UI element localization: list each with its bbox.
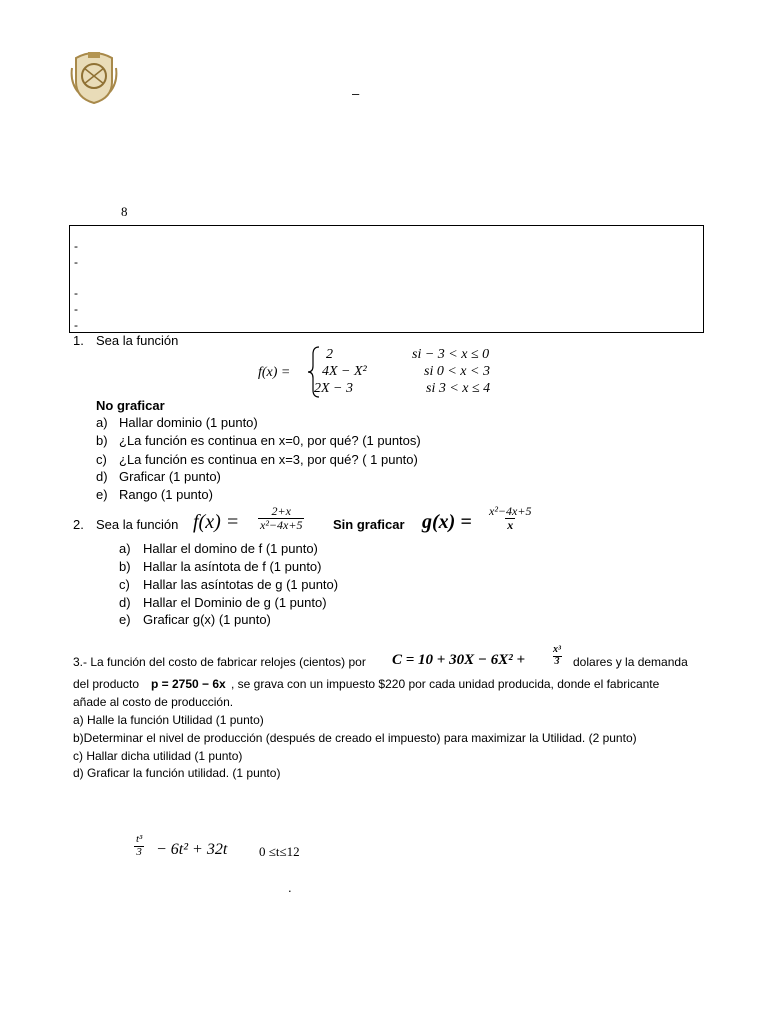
list-item: Hallar la asíntota de f (1 punto) — [143, 559, 322, 574]
list-item: Hallar el domino de f (1 punto) — [143, 541, 318, 556]
q1-note: No graficar — [96, 398, 165, 413]
q3-cost-expr: C = 10 + 30X − 6X² + — [392, 652, 525, 668]
list-item-label: c) — [119, 577, 130, 592]
q2-intro: Sea la función — [96, 517, 179, 532]
list-item: Graficar (1 punto) — [119, 469, 221, 484]
list-item: ¿La función es continua en x=0, por qué? (1 puntos) — [119, 433, 421, 448]
list-item: ¿La función es continua en x=3, por qué? ( 1 punto) — [119, 452, 418, 467]
list-item: Hallar dominio (1 punto) — [119, 415, 258, 430]
q3-frac-num: x³ — [553, 644, 561, 655]
list-item: Hallar las asíntotas de g (1 punto) — [143, 577, 339, 592]
list-item-label: a) — [96, 415, 108, 430]
q2-f-den: x²−4x+5 — [260, 517, 303, 532]
q2-g-fraction — [487, 505, 533, 531]
q3-line3: añade al costo de producción. — [73, 695, 234, 709]
box-line: - — [74, 239, 78, 253]
case-expr: 4X − X² — [322, 364, 367, 379]
q3-intro: 3.- La función del costo de fabricar relojes (cientos) por — [73, 655, 366, 669]
q2-number: 2. — [73, 517, 84, 532]
list-item: Graficar g(x) (1 punto) — [143, 612, 271, 627]
q1-number: 1. — [73, 333, 84, 348]
q2-f-fraction — [258, 505, 304, 531]
q3-line2-post: , se grava con un impuesto $220 por cada unidad producida, donde el fabricante — [231, 677, 660, 691]
box-line: - — [74, 286, 78, 300]
q1-intro: Sea la función — [96, 333, 179, 348]
q2-f-num: 2+x — [271, 504, 291, 518]
list-item: Rango (1 punto) — [119, 487, 213, 502]
list-item-label: d) — [96, 469, 108, 484]
q3-cost-fraction — [551, 645, 563, 667]
bottom-formula-fraction — [134, 834, 144, 858]
case-cond: si − 3 < x ≤ 0 — [412, 347, 490, 362]
case-expr: 2 — [326, 347, 333, 362]
header-number: 8 — [121, 204, 128, 219]
q2-mid: Sin graficar — [333, 517, 405, 532]
q3-after-cost: dolares y la demanda — [573, 655, 688, 669]
bottom-formula-range: 0 ≤t≤12 — [259, 844, 300, 859]
list-item-label: d) — [119, 595, 131, 610]
list-item: b)Determinar el nivel de producción (después de creado el impuesto) para maximizar la Utilidad. (2 punto) — [73, 731, 637, 745]
list-item-label: a) — [119, 541, 131, 556]
q3-frac-den: 3 — [554, 655, 560, 667]
instructions-box — [69, 225, 704, 333]
q2-g-den: x — [507, 517, 514, 532]
bottom-formula-rest: − 6t² + 32t — [156, 841, 228, 858]
header-dash: – — [352, 86, 360, 101]
box-line: - — [74, 302, 78, 316]
case-expr: 2X − 3 — [314, 381, 353, 396]
bottom-frac-num: t³ — [136, 833, 143, 845]
list-item: d) Graficar la función utilidad. (1 punto) — [73, 766, 281, 780]
q1-func-lhs: f(x) = — [258, 365, 291, 380]
q3-demand: p = 2750 − 6x — [151, 677, 226, 691]
list-item: a) Halle la función Utilidad (1 punto) — [73, 713, 264, 727]
trailing-dot: . — [288, 880, 292, 895]
case-cond: si 3 < x ≤ 4 — [426, 381, 491, 396]
list-item-label: e) — [96, 487, 108, 502]
list-item-label: b) — [119, 559, 131, 574]
box-line: - — [74, 255, 78, 269]
university-seal-icon — [70, 48, 118, 104]
list-item-label: c) — [96, 452, 107, 467]
box-line: - — [74, 318, 78, 332]
list-item: c) Hallar dicha utilidad (1 punto) — [73, 749, 243, 763]
q2-f-lhs: f(x) = — [193, 511, 240, 533]
case-cond: si 0 < x < 3 — [424, 364, 490, 379]
bottom-frac-den: 3 — [136, 845, 142, 858]
q3-line2-pre: del producto — [73, 677, 140, 691]
list-item-label: e) — [119, 612, 131, 627]
list-item-label: b) — [96, 433, 108, 448]
q2-g-lhs: g(x) = — [422, 511, 472, 533]
list-item: Hallar el Dominio de g (1 punto) — [143, 595, 327, 610]
q2-g-num: x²−4x+5 — [489, 504, 532, 518]
